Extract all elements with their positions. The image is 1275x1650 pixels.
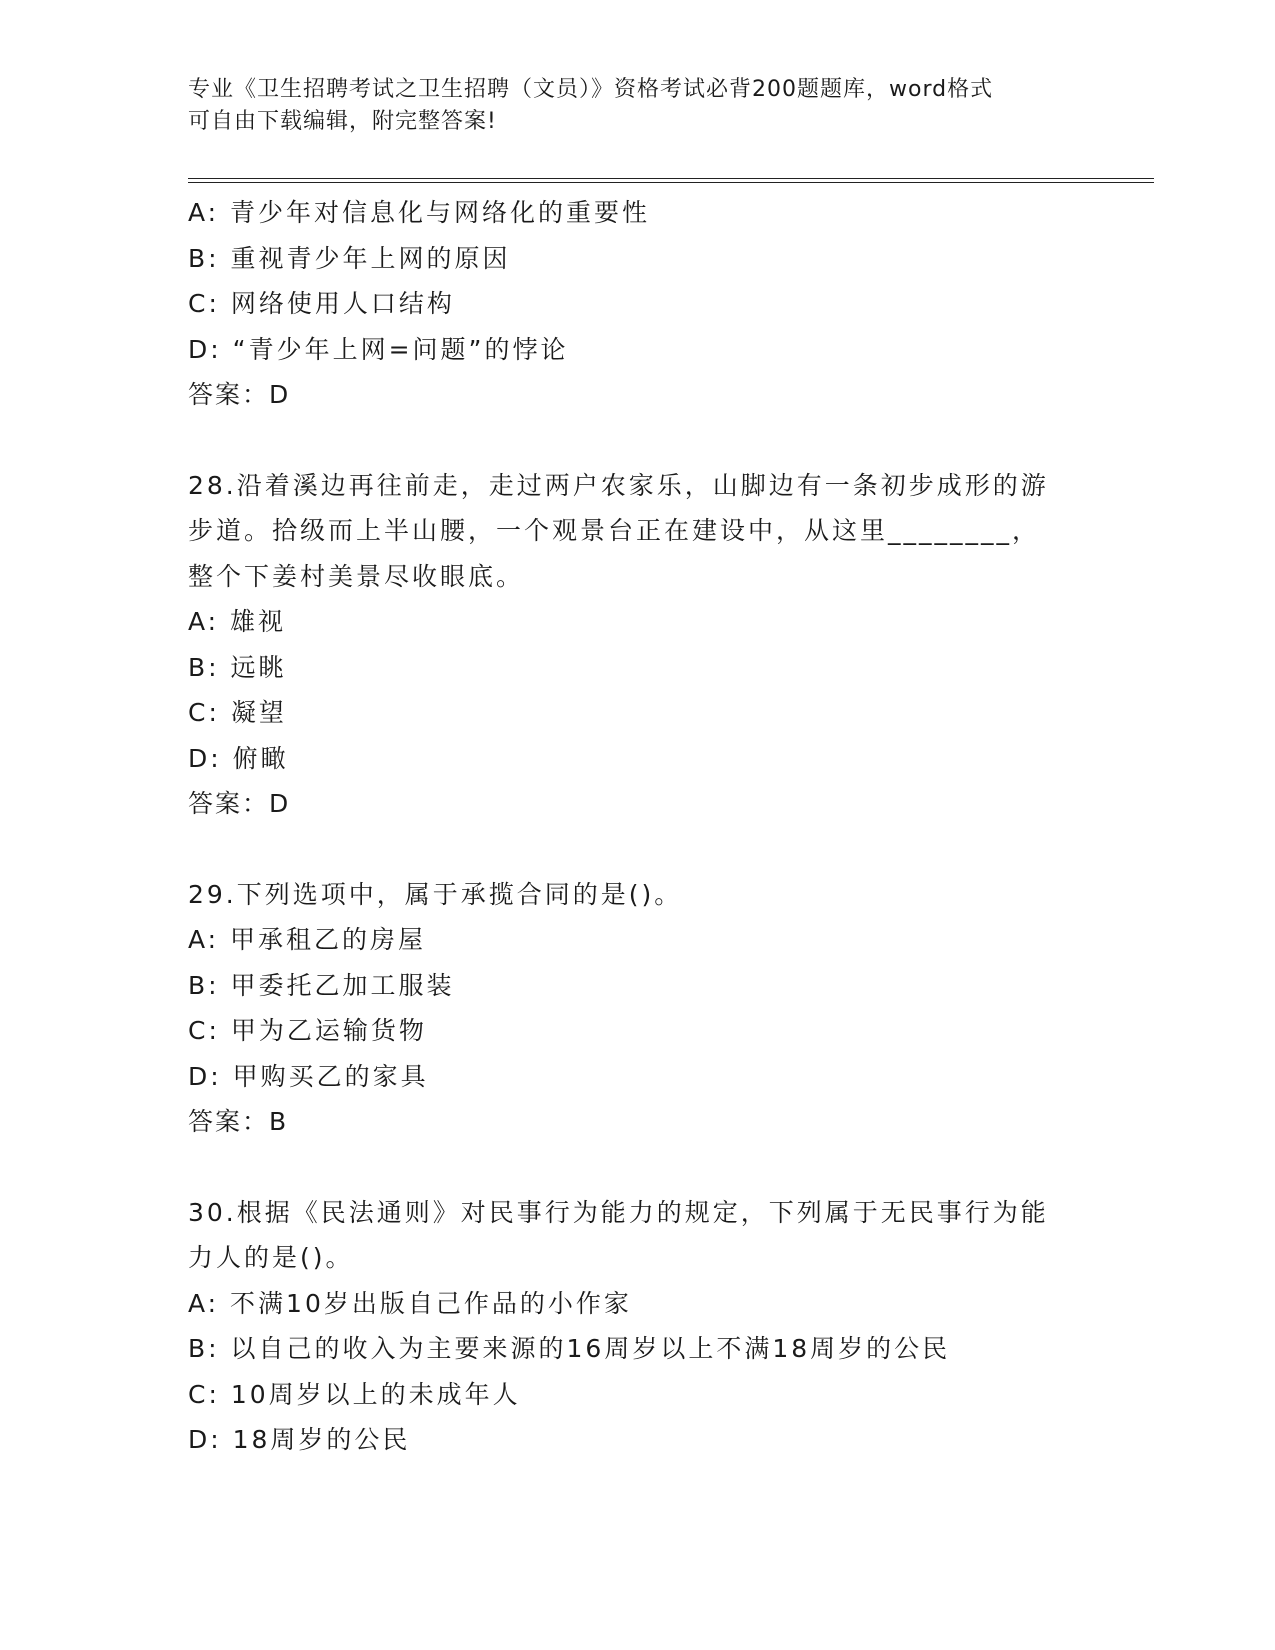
- option-b: B: 甲委托乙加工服装: [188, 970, 455, 1000]
- document-header: [188, 74, 1088, 138]
- question-stem-line: 步道。拾级而上半山腰，一个观景台正在建设中，从这里________，: [188, 516, 1041, 545]
- option-b: B: 远眺: [188, 652, 287, 682]
- option-a: A: 青少年对信息化与网络化的重要性: [188, 198, 651, 227]
- question-30: [188, 1190, 1088, 1463]
- option-b: B: 重视青少年上网的原因: [188, 243, 511, 273]
- option-a: A: 雄视: [188, 607, 287, 636]
- answer: 答案：D: [188, 789, 291, 818]
- question-stem-line: 28.沿着溪边再往前走，走过两户农家乐，山脚边有一条初步成形的游: [188, 470, 1049, 500]
- answer: 答案：D: [188, 380, 291, 409]
- question-stem-line: 整个下姜村美景尽收眼底。: [188, 561, 525, 591]
- option-c: C: 网络使用人口结构: [188, 289, 455, 318]
- question-27: [188, 190, 1088, 418]
- option-b: B: 以自己的收入为主要来源的16周岁以上不满18周岁的公民: [188, 1334, 951, 1363]
- question-28: [188, 463, 1088, 827]
- option-d: D: 18周岁的公民: [188, 1425, 411, 1454]
- option-d: D: 甲购买乙的家具: [188, 1061, 429, 1091]
- option-d: D: 俯瞰: [188, 743, 289, 773]
- option-c: C: 10周岁以上的未成年人: [188, 1379, 521, 1409]
- question-stem-line: 力人的是()。: [188, 1243, 354, 1272]
- header-line-1: 专业《卫生招聘考试之卫生招聘（文员）》资格考试必背200题题库，word格式: [188, 77, 994, 102]
- option-d: D: “青少年上网=问题”的悖论: [188, 334, 569, 364]
- answer: 答案：B: [188, 1107, 289, 1136]
- option-c: C: 甲为乙运输货物: [188, 1016, 427, 1045]
- option-c: C: 凝望: [188, 698, 287, 727]
- question-stem-line: 29.下列选项中，属于承揽合同的是()。: [188, 879, 683, 909]
- option-a: A: 不满10岁出版自己作品的小作家: [188, 1288, 632, 1318]
- header-line-2: 可自由下载编辑，附完整答案!: [188, 109, 497, 134]
- option-a: A: 甲承租乙的房屋: [188, 925, 427, 954]
- question-list: [188, 190, 1088, 1463]
- header-double-rule: [188, 178, 1154, 183]
- question-stem-line: 30.根据《民法通则》对民事行为能力的规定，下列属于无民事行为能: [188, 1197, 1049, 1227]
- question-29: [188, 872, 1088, 1145]
